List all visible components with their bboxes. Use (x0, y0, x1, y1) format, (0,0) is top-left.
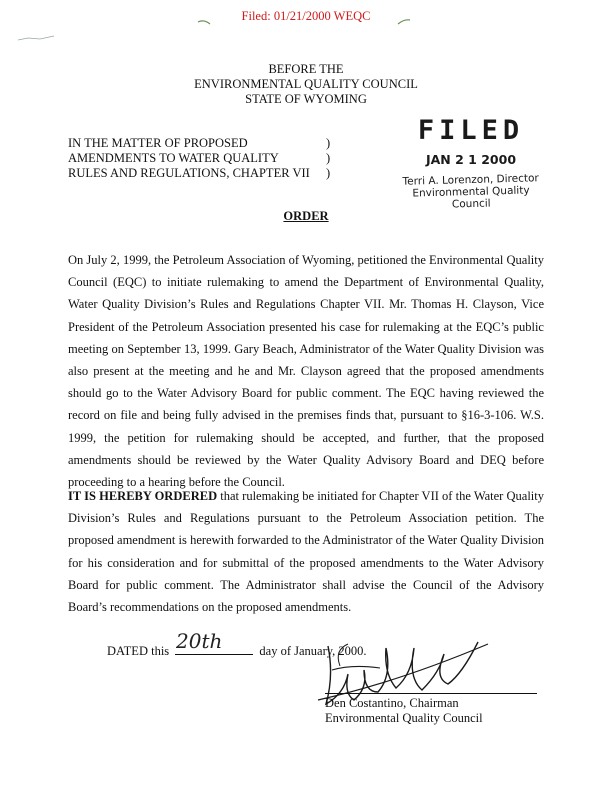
stamp-director-line: Terri A. Lorenzon, Director (402, 172, 539, 188)
caption-row (68, 136, 330, 151)
caption-bracket: ) (326, 166, 331, 180)
heading-line-2: ENVIRONMENTAL QUALITY COUNCIL (194, 77, 418, 91)
handwritten-day-value: 20th (176, 629, 223, 653)
caption-bracket: ) (326, 136, 331, 150)
ordered-text: that rulemaking be initiated for Chapter VII of the Water Quality Division’s Rules and Regulations pursuant to the Petroleum Association petition. The proposed amendment is herewith forwarded to the Administrator of the Water Quality Division for his consideration and for submittal of the proposed amendments to the Water Advisory Board for public comment. The Administrator shall advise the Council of the Advisory Board’s recommendations on the proposed amendments. (68, 489, 544, 615)
caption-row (68, 166, 330, 181)
council-heading (0, 62, 612, 107)
caption-line-1: IN THE MATTER OF PROPOSED (68, 136, 248, 150)
order-title: ORDER (283, 209, 329, 223)
caption-line-2: AMENDMENTS TO WATER QUALITY (68, 151, 279, 165)
dated-prefix: DATED this (107, 644, 170, 658)
order-paragraph-1: On July 2, 1999, the Petroleum Association of Wyoming, petitioned the Environmental Quality Council (EQC) to initiate rulemaking to amend the Department of Environmental Quality, Water Quality Division’s Rules and Regulations Chapter VII. Mr. Thomas H. Clayson, Vice President of the Petroleum Association presented his case for rulemaking at the EQC’s public meeting on September 13, 1999. Gary Beach, Administrator of the Water Quality Division was also present at the meeting and he and Mr. Clayson agreed that the proposed amendments should go to the Water Advisory Board for public comment. The EQC having reviewed the record on file and being fully advised in the premises finds that, pursuant to §16-3-106. W.S. 1999, the petition for rulemaking should be accepted, and further, that the proposed amendments should be reviewed by the Water Quality Advisory Board and DEQ before proceeding to a hearing before the Council. (68, 253, 544, 490)
dated-suffix: day of January, 2000. (259, 644, 367, 658)
filed-stamp-signatory (396, 172, 547, 212)
signatory-org: Environmental Quality Council (325, 711, 483, 725)
signature-block (325, 696, 483, 726)
heading-line-3: STATE OF WYOMING (245, 92, 367, 106)
signatory-name: Den Costantino, Chairman (325, 696, 459, 710)
caption-bracket: ) (326, 151, 331, 165)
filed-header: Filed: 01/21/2000 WEQC (241, 9, 371, 23)
heading-line-1: BEFORE THE (268, 62, 344, 76)
case-caption (68, 136, 330, 181)
filed-stamp (396, 116, 546, 210)
filed-stamp-word: FILED (417, 115, 525, 146)
handwritten-day (172, 614, 252, 654)
order-paragraph-2 (68, 485, 544, 618)
stamp-council-line: Environmental Quality Council (412, 184, 530, 211)
caption-line-3: RULES AND REGULATIONS, CHAPTER VII (68, 166, 310, 180)
signature-line (325, 693, 537, 694)
filed-stamp-date: JAN 2 1 2000 (425, 152, 517, 167)
caption-row (68, 151, 330, 166)
ordered-lead: IT IS HEREBY ORDERED (68, 489, 218, 503)
